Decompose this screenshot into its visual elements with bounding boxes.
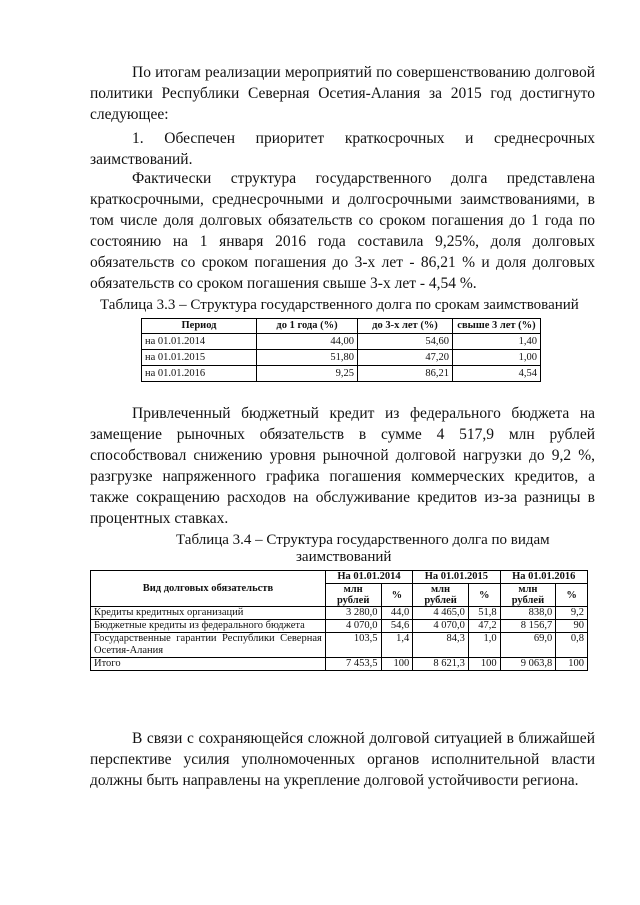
value-cell: 51,8: [468, 607, 500, 620]
column-header: свыше 3 лет (%): [453, 319, 541, 334]
table-row: [91, 607, 588, 620]
unit-header: %: [556, 584, 588, 607]
debt-type-cell: Итого: [91, 658, 326, 671]
table-header-row: [142, 319, 541, 334]
table-3-3-caption: Таблица 3.3 – Структура государственного долга по срокам заимствований: [100, 297, 579, 313]
value-cell: 69,0: [500, 633, 556, 658]
value-cell: 54,60: [358, 334, 453, 350]
fact-paragraph: Фактически структура государственного долга представлена краткосрочными, среднесрочными и долгосрочными заимствованиями, в том числе доля долговых обязательств со сроком погашения до 1 года по состоянию на 1 января 2016 года составила 9,25%, доля долговых обязательств со сроком погашения до 3-х лет - 86,21 % и доля долговых обязательств со сроком погашения свыше 3-х лет - 4,54 %.: [90, 170, 595, 292]
table-row: [142, 350, 541, 366]
credit-paragraph: Привлеченный бюджетный кредит из федерального бюджета на замещение рыночных обязательств в сумме 4 517,9 млн рублей способствовал снижению уровня рыночной долговой нагрузки до 9,2 %, разгрузке напряженного графика погашения коммерческих кредитов, а также сокращению расходов на обслуживание кредитов из-за разницы в процентных ставках.: [90, 405, 595, 527]
value-cell: 9,2: [556, 607, 588, 620]
debt-type-cell: Бюджетные кредиты из федерального бюджета: [91, 620, 326, 633]
value-cell: 838,0: [500, 607, 556, 620]
value-cell: 47,2: [468, 620, 500, 633]
value-cell: 1,40: [453, 334, 541, 350]
column-header: до 3-х лет (%): [358, 319, 453, 334]
intro-paragraph: По итогам реализации мероприятий по совершенствованию долговой политики Республики Северная Осетия-Алания за 2015 год достигнуто следующее:: [90, 64, 595, 123]
date-header: На 01.01.2014: [325, 571, 412, 584]
column-header: Период: [142, 319, 257, 334]
value-cell: 8 156,7: [500, 620, 556, 633]
period-cell: на 01.01.2014: [142, 334, 257, 350]
debt-type-cell: Кредиты кредитных организаций: [91, 607, 326, 620]
value-cell: 4 070,0: [325, 620, 381, 633]
value-cell: 8 621,3: [413, 658, 469, 671]
value-cell: 4,54: [453, 366, 541, 382]
table-total-row: [91, 658, 588, 671]
value-cell: 100: [468, 658, 500, 671]
unit-header: %: [468, 584, 500, 607]
unit-header: млн рублей: [325, 584, 381, 607]
date-header: На 01.01.2015: [413, 571, 500, 584]
value-cell: 4 070,0: [413, 620, 469, 633]
value-cell: 1,00: [453, 350, 541, 366]
table-3-4: [90, 570, 588, 671]
value-cell: 7 453,5: [325, 658, 381, 671]
value-cell: 4 465,0: [413, 607, 469, 620]
value-cell: 3 280,0: [325, 607, 381, 620]
table-row: [142, 366, 541, 382]
value-cell: 1,0: [468, 633, 500, 658]
unit-header: %: [381, 584, 413, 607]
debt-type-cell: Государственные гарантии Республики Северная Осетия-Алания: [91, 633, 326, 658]
table-header-row: [91, 571, 588, 584]
value-cell: 84,3: [413, 633, 469, 658]
value-cell: 103,5: [325, 633, 381, 658]
item-1-paragraph: 1. Обеспечен приоритет краткосрочных и среднесрочных заимствований.: [90, 130, 595, 168]
table-row: [91, 633, 588, 658]
value-cell: 44,0: [381, 607, 413, 620]
value-cell: 1,4: [381, 633, 413, 658]
value-cell: 51,80: [257, 350, 358, 366]
date-header: На 01.01.2016: [500, 571, 587, 584]
value-cell: 47,20: [358, 350, 453, 366]
table-3-4-caption-line1: Таблица 3.4 – Структура государственного долга по видам: [176, 532, 550, 548]
value-cell: 100: [556, 658, 588, 671]
table-row: [142, 334, 541, 350]
unit-header: млн рублей: [413, 584, 469, 607]
value-cell: 44,00: [257, 334, 358, 350]
value-cell: 54,6: [381, 620, 413, 633]
unit-header: млн рублей: [500, 584, 556, 607]
value-cell: 86,21: [358, 366, 453, 382]
table-row: [91, 620, 588, 633]
table-3-3: [141, 318, 541, 382]
outlook-paragraph: В связи с сохраняющейся сложной долговой ситуацией в ближайшей перспективе усилия уполномоченных органов исполнительной власти должны быть направлены на укрепление долговой устойчивости региона.: [90, 730, 595, 789]
value-cell: 0,8: [556, 633, 588, 658]
period-cell: на 01.01.2015: [142, 350, 257, 366]
column-header: Вид долговых обязательств: [91, 571, 326, 607]
value-cell: 90: [556, 620, 588, 633]
period-cell: на 01.01.2016: [142, 366, 257, 382]
column-header: до 1 года (%): [257, 319, 358, 334]
value-cell: 9 063,8: [500, 658, 556, 671]
table-3-4-caption-line2: заимствований: [296, 549, 392, 565]
value-cell: 9,25: [257, 366, 358, 382]
value-cell: 100: [381, 658, 413, 671]
